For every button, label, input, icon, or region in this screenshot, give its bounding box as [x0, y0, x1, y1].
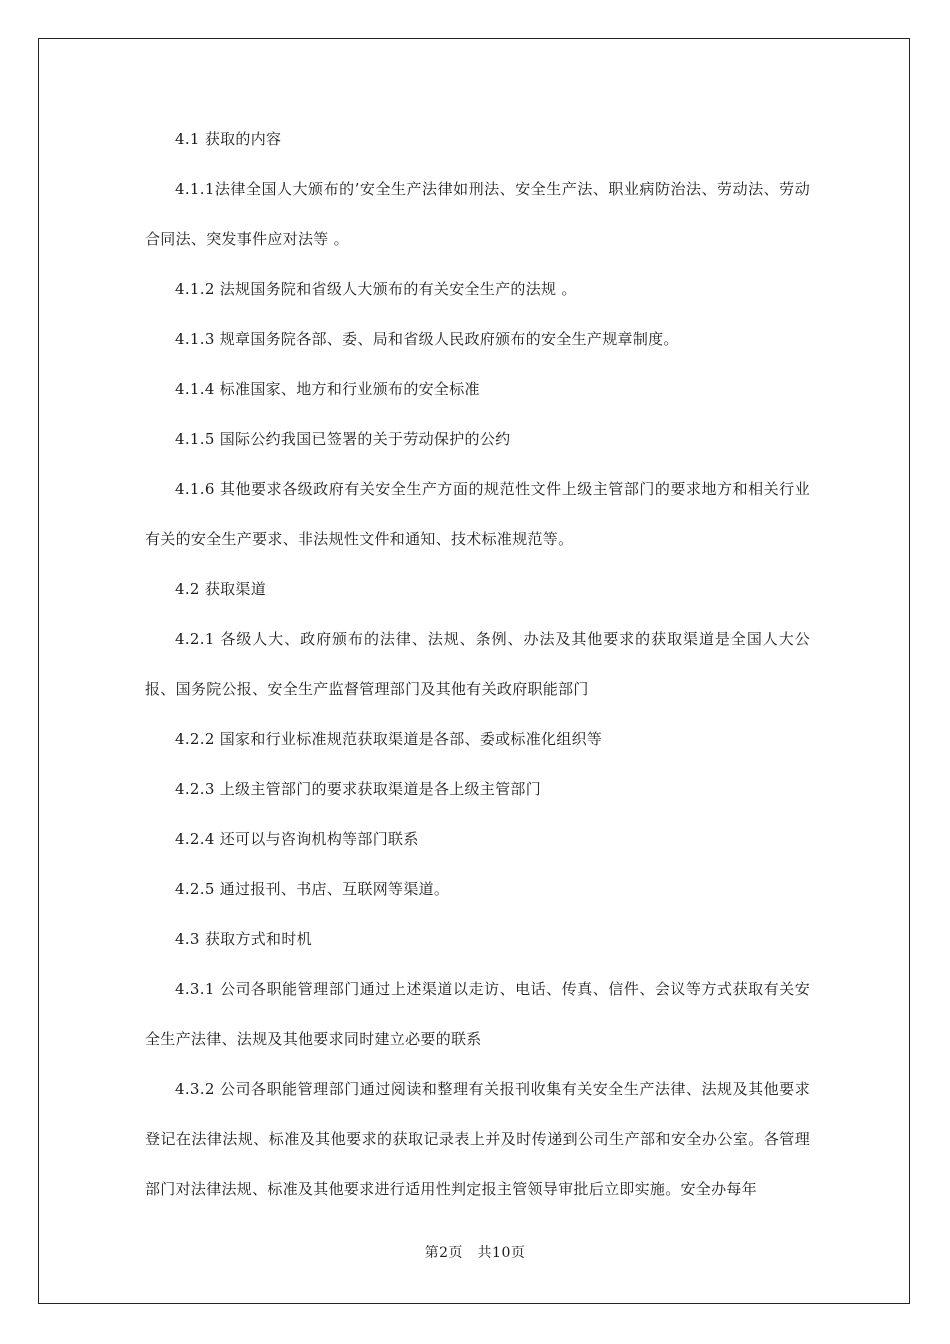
paragraph-4-3: 4.3 获取方式和时机: [175, 930, 312, 948]
paragraph-4-1-5: 4.1.5 国际公约我国已签署的关于劳动保护的公约: [175, 430, 511, 448]
paragraph-4-1: 4.1 获取的内容: [175, 130, 282, 148]
paragraph-4-2-3: 4.2.3 上级主管部门的要求获取渠道是各上级主管部门: [175, 780, 542, 798]
paragraph-4-3-2: 4.3.2 公司各职能管理部门通过阅读和整理有关报刊收集有关安全生产法律、法规及其他要求登记在法律法规、标准及其他要求的获取记录表上并及时传递到公司生产部和安全办公室。各管理部门对法律法规、标准及其他要求进行适用性判定报主管领导审批后立即实施。安全办每年: [145, 1080, 810, 1198]
paragraph-4-1-6: 4.1.6 其他要求各级政府有关安全生产方面的规范性文件上级主管部门的要求地方和相关行业有关的安全生产要求、非法规性文件和通知、技术标准规范等。: [145, 480, 810, 548]
page-number-footer: 第2页 共10页: [424, 1245, 526, 1261]
paragraph-4-1-4: 4.1.4 标准国家、地方和行业颁布的安全标准: [175, 380, 480, 398]
paragraph-4-1-1: 4.1.1法律全国人大颁布的’安全生产法律如刑法、安全生产法、职业病防治法、劳动法、劳动合同法、突发事件应对法等 。: [145, 180, 810, 248]
paragraph-4-2: 4.2 获取渠道: [175, 580, 267, 598]
paragraph-4-2-1: 4.2.1 各级人大、政府颁布的法律、法规、条例、办法及其他要求的获取渠道是全国人大公报、国务院公报、安全生产监督管理部门及其他有关政府职能部门: [145, 630, 810, 698]
document-body: [145, 114, 810, 1214]
paragraph-4-2-5: 4.2.5 通过报刊、书店、互联网等渠道。: [175, 880, 450, 898]
paragraph-4-3-1: 4.3.1 公司各职能管理部门通过上述渠道以走访、电话、传真、信件、会议等方式获取有关安全生产法律、法规及其他要求同时建立必要的联系: [145, 980, 810, 1048]
paragraph-4-2-2: 4.2.2 国家和行业标准规范获取渠道是各部、委或标准化组织等: [175, 730, 603, 748]
paragraph-4-1-2: 4.1.2 法规国务院和省级人大颁布的有关安全生产的法规 。: [175, 280, 577, 298]
paragraph-4-2-4: 4.2.4 还可以与咨询机构等部门联系: [175, 830, 419, 848]
paragraph-4-1-3: 4.1.3 规章国务院各部、委、局和省级人民政府颁布的安全生产规章制度。: [175, 330, 679, 348]
